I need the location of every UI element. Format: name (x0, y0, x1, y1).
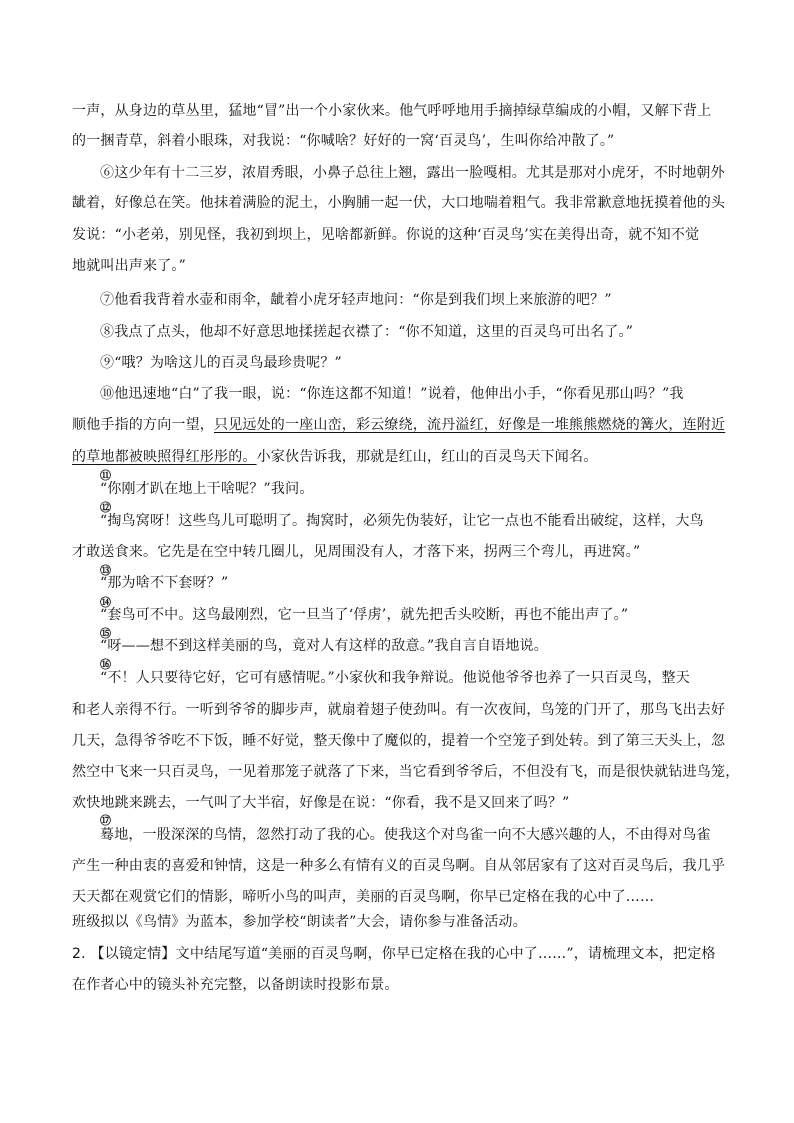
paragraph-16: “不！人只要待它好，它可有感情呢。”小家伙和我争辩说。他说他爷爷也养了一只百灵鸟，整天 (100, 670, 690, 686)
question-2 (72, 944, 732, 964)
paragraph-marker-17: ⑰ (100, 814, 111, 827)
paragraph-7: ⑦他看我背着水壶和雨伞，龇着小虎牙轻声地问：“你是到我们坝上来旅游的吧？” (100, 292, 612, 308)
text-line: 一声，从身边的草丛里，猛地“冒”出一个小家伙来。他气呼呼地用手摘掉绿草编成的小帽，又解下背上 (72, 103, 712, 119)
text-line: 几天，急得爷爷吃不下饭，睡不好觉，整天像中了魔似的，提着一个空笼子到处转。到了第三天头上，忽 (72, 733, 726, 749)
question-text: 【以镜定情】文中结尾写道“美丽的百灵鸟啊，你早已定格在我的心中了……”，请梳理文本，把定格 (90, 946, 716, 962)
text-line: 的一捆青草，斜着小眼珠，对我说：“你喊啥？好好的一窝‘百灵鸟’，生叫你给冲散了。” (72, 133, 615, 149)
text-segment: 顺他手指的方向一望， (72, 417, 214, 433)
text-line: 产生一种由衷的喜爱和钟情，这是一种多么有情有义的百灵鸟啊。自从邻居家有了这对百灵鸟后，我几乎 (72, 858, 726, 874)
paragraph-17: 蓦地，一股深深的鸟情，忽然打动了我的心。使我这个对鸟雀一向不大感兴趣的人，不由得对鸟雀 (100, 827, 711, 843)
paragraph-15: “呀——想不到这样美丽的鸟，竟对人有这样的敌意。”我自言自语地说。 (100, 638, 548, 654)
text-line: 在作者心中的镜头补充完整，以备朗读时投影布景。 (72, 977, 399, 993)
text-line: 然空中飞来一只百灵鸟，一见着那笼子就落了下来，当它看到爷爷后，不但没有飞，而是很快就钻进鸟笼， (72, 764, 740, 780)
paragraph-12: “掏鸟窝呀！这些鸟儿可聪明了。掏窝时，必须先伪装好，让它一点也不能看出破绽，这样，大鸟 (100, 513, 704, 529)
text-line (72, 415, 732, 435)
text-segment: 小家伙告诉我，那就是红山，红山的百灵鸟天下闻名。 (256, 449, 598, 465)
text-line: 和老人亲得不行。一听到爷爷的脚步声，就扇着翅子使劲叫。有一次夜间，鸟笼的门开了，那鸟飞出去好 (72, 702, 726, 718)
paragraph-marker-15: ⑮ (100, 627, 111, 640)
text-line: 龇着，好像总在笑。他抹着满脸的泥土，小胸脯一起一伏，大口地喘着粗气。我非常歉意地抚摸着他的头 (72, 195, 726, 211)
paragraph-marker-16: ⑯ (100, 658, 111, 671)
paragraph-marker-11: ⑪ (100, 469, 111, 482)
paragraph-9: ⑨“哦？为啥这儿的百灵鸟最珍贵呢？” (100, 355, 342, 371)
paragraph-marker-14: ⑭ (100, 596, 111, 609)
paragraph-10: ⑩他迅速地“白”了我一眼，说：“你连这都不知道！”说着，他伸出小手，“你看见那山吗？”我 (100, 386, 684, 402)
paragraph-6: ⑥这少年有十二三岁，浓眉秀眼，小鼻子总往上翘，露出一脸嘎相。尤其是那对小虎牙，不时地朝外 (100, 165, 725, 181)
text-line: 欢快地跳来跳去，一气叫了大半宿，好像是在说：“你看，我不是又回来了吗？” (72, 795, 570, 811)
text-line: 天天都在观赏它们的情影，啼听小鸟的叫声，美丽的百灵鸟啊，你早已定格在我的心中了…… (72, 889, 655, 905)
paragraph-14: “套鸟可不中。这鸟最刚烈，它一旦当了‘俘虏’，就先把舌头咬断，再也不能出声了。” (100, 607, 629, 623)
paragraph-13: “那为啥不下套呀？” (100, 575, 229, 591)
paragraph-8: ⑧我点了点头，他却不好意思地揉搓起衣襟了：“你不知道，这里的百灵鸟可出名了。” (100, 324, 634, 340)
paragraph-marker-13: ⑬ (100, 564, 111, 577)
underlined-sentence: 只见远处的一座山峦，彩云缭绕，流丹溢红，好像是一堆熊熊燃烧的篝火，连附近 (214, 417, 726, 433)
underlined-sentence: 的草地都被映照得红彤彤的。 (72, 449, 257, 465)
paragraph-11: “你刚才趴在地上干啥呢？”我问。 (100, 481, 314, 497)
text-line: 发说：“小老弟，别见怪，我初到坝上，见啥都新鲜。你说的这种‘百灵鸟’实在美得出奇，就不知不觉 (72, 227, 700, 243)
paragraph-marker-12: ⑫ (100, 501, 111, 514)
activity-intro: 班级拟以《鸟情》为蓝本，参加学校“朗读者”大会，请你参与准备活动。 (72, 914, 527, 930)
question-number: 2. (72, 946, 86, 962)
text-line: 地就叫出声来了。” (72, 258, 186, 274)
text-line (72, 447, 732, 467)
text-line: 才敢送食来。它先是在空中转几圈儿，见周围没有人，才落下来，拐两三个弯儿，再进窝。” (72, 544, 641, 560)
